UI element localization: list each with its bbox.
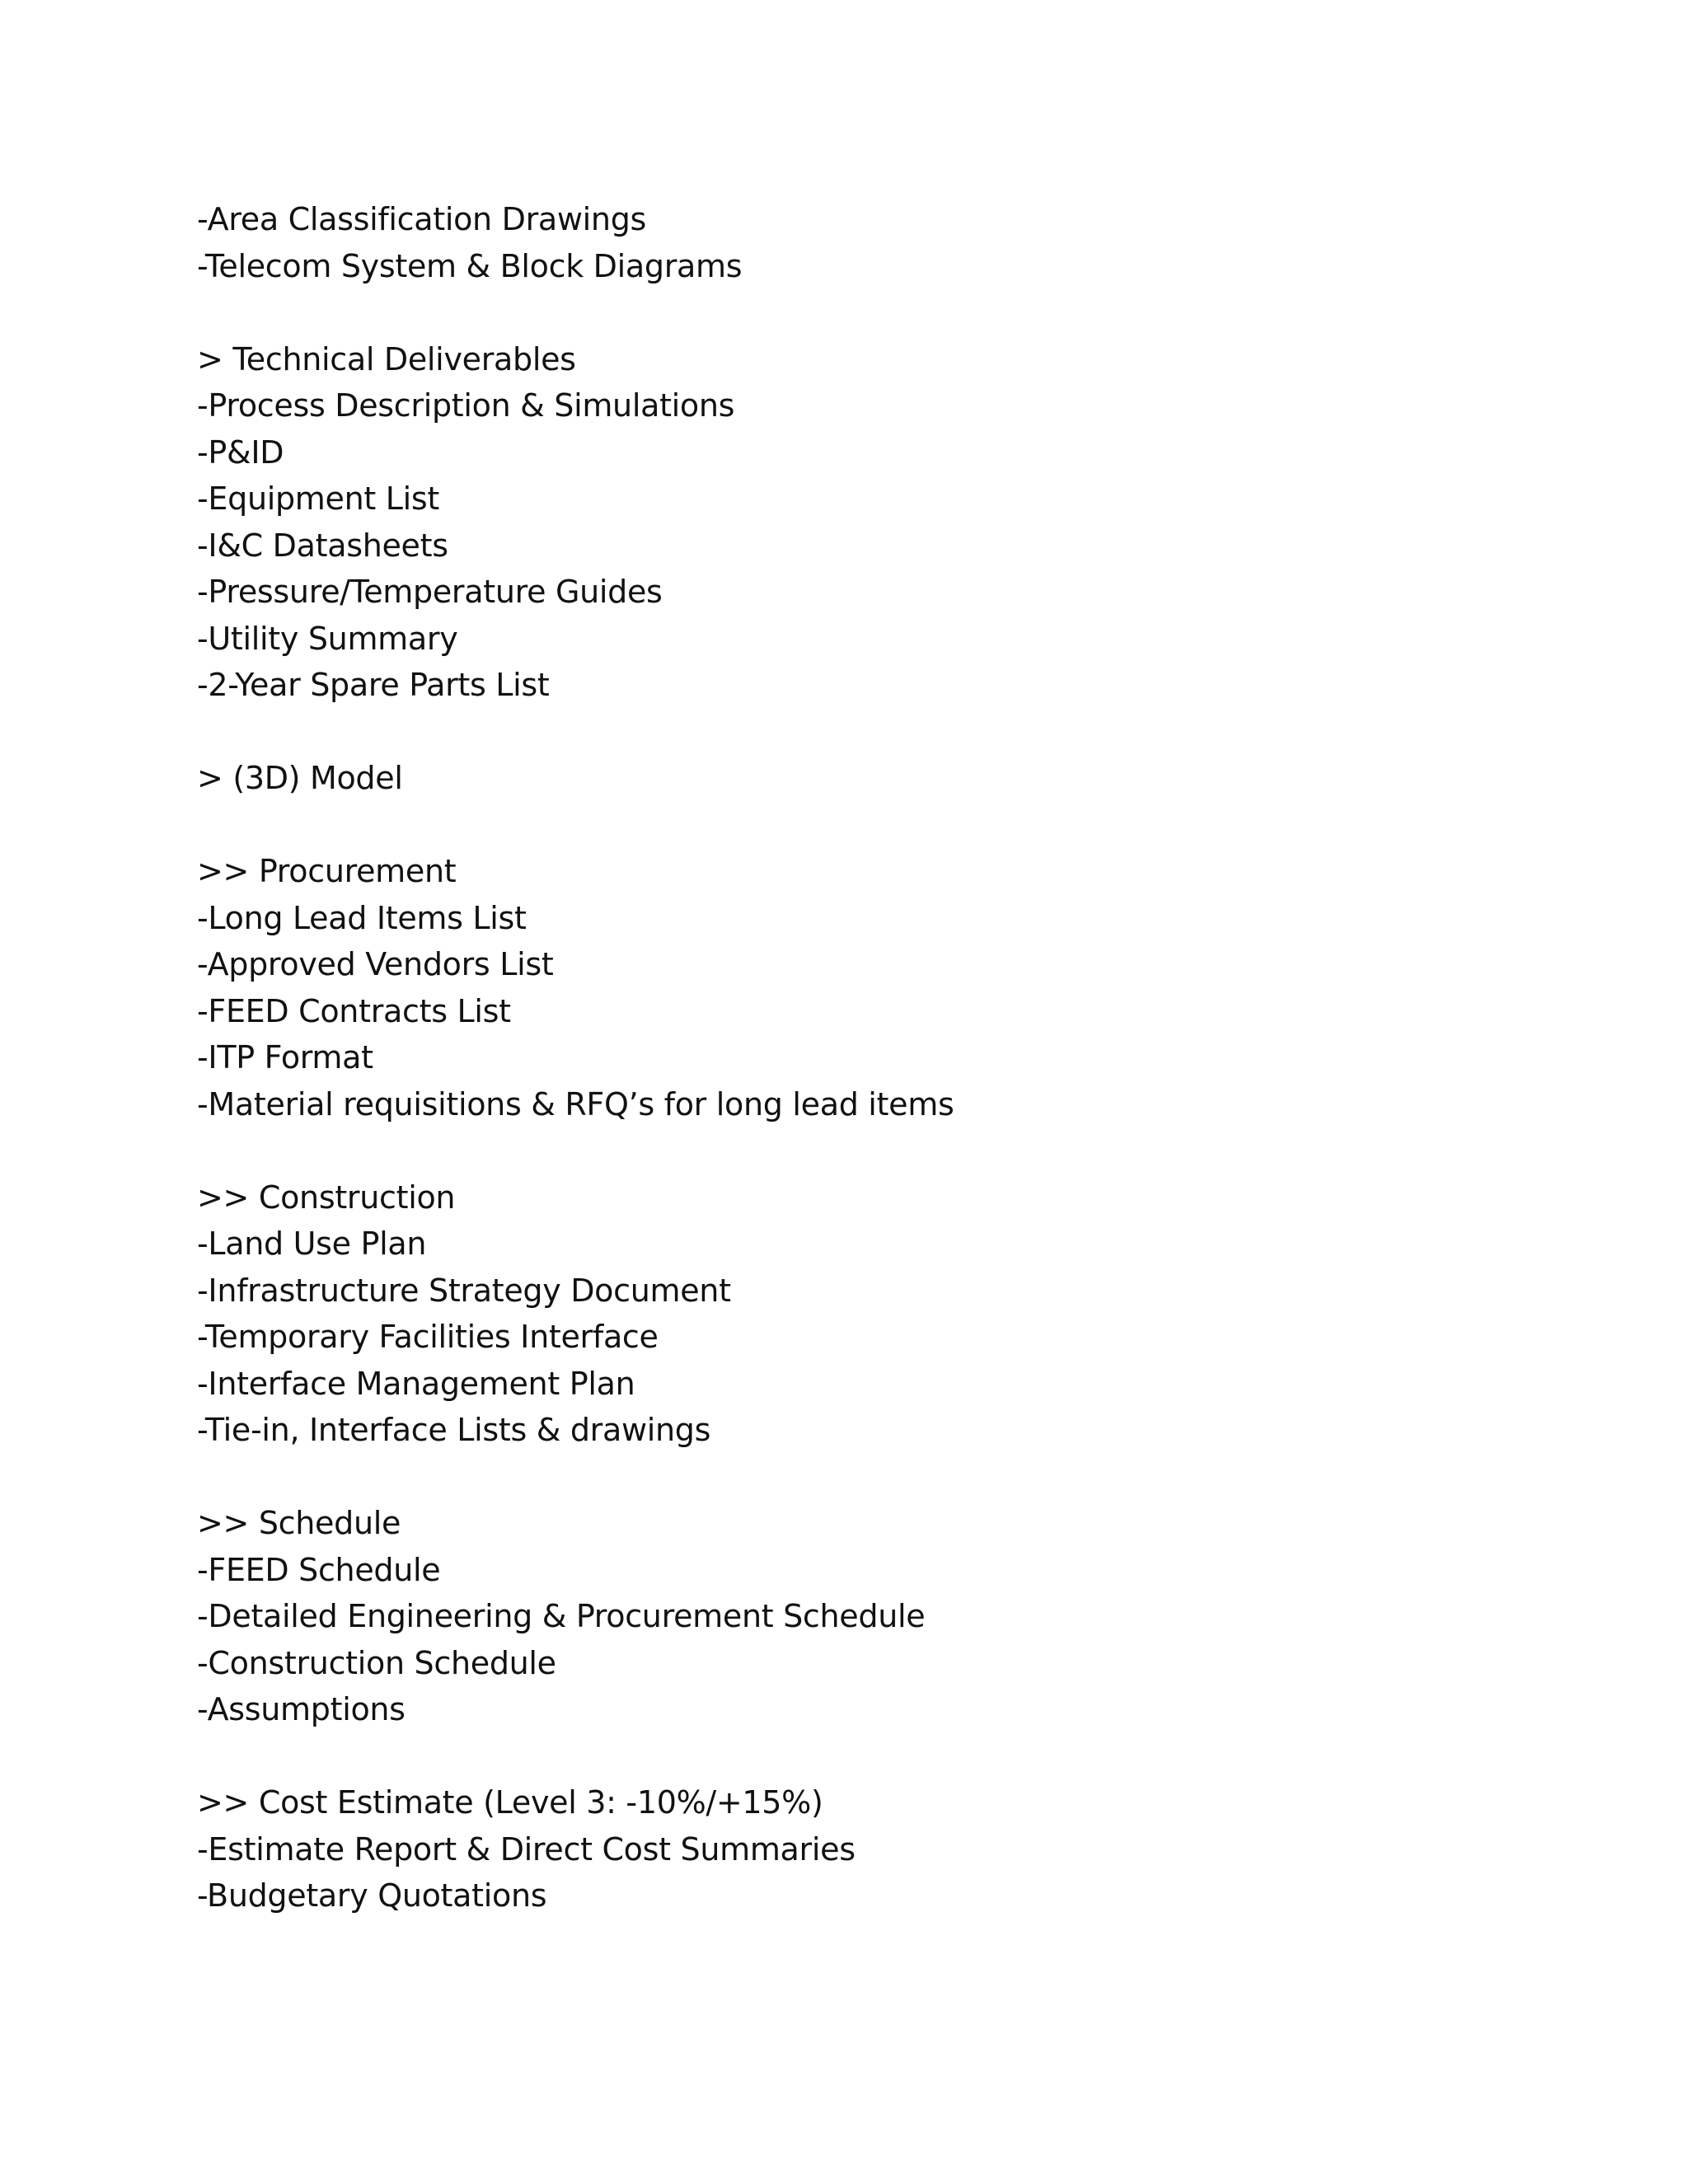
- list-item: -FEED Schedule: [197, 1551, 441, 1588]
- spacer: [197, 1454, 1516, 1501]
- section-3d-model: [197, 755, 1516, 802]
- list-item: -Land Use Plan: [197, 1226, 427, 1262]
- list-item: -Estimate Report & Direct Cost Summaries: [197, 1830, 856, 1868]
- list-item: -Pressure/Temperature Guides: [197, 574, 663, 610]
- spacer: [197, 1127, 1516, 1174]
- list-item: -Construction Schedule: [197, 1644, 556, 1681]
- list-item: -Infrastructure Strategy Document: [197, 1272, 731, 1309]
- section-heading: >> Schedule: [197, 1505, 401, 1541]
- spacer: [197, 1733, 1516, 1780]
- spacer: [197, 802, 1516, 849]
- list-item: -Assumptions: [197, 1691, 406, 1727]
- spacer: [197, 289, 1516, 336]
- list-item: -Material requisitions & RFQ’s for long lead items: [197, 1085, 954, 1122]
- list-item: -2-Year Spare Parts List: [197, 667, 550, 703]
- section-technical-deliverables: [197, 336, 1516, 709]
- document-body: [197, 196, 1516, 1919]
- section-heading: > Technical Deliverables: [197, 340, 576, 377]
- section-heading: > (3D) Model: [197, 760, 403, 796]
- list-item: -FEED Contracts List: [197, 992, 511, 1029]
- list-item: -Utility Summary: [197, 620, 458, 657]
- spacer: [197, 709, 1516, 756]
- section-schedule: [197, 1500, 1516, 1733]
- list-item: -Telecom System & Block Diagrams: [197, 247, 743, 284]
- list-item: -Budgetary Quotations: [197, 1877, 547, 1914]
- list-item: -Temporary Facilities Interface: [197, 1319, 659, 1355]
- list-item: -Interface Management Plan: [197, 1365, 635, 1402]
- list-item: -Tie-in, Interface Lists & drawings: [197, 1412, 711, 1448]
- list-item: -Approved Vendors List: [197, 946, 554, 982]
- list-item: -I&C Datasheets: [197, 527, 448, 564]
- list-item: -Detailed Engineering & Procurement Schedule: [197, 1598, 926, 1634]
- list-item: -Area Classification Drawings: [197, 201, 647, 237]
- list-item: -P&ID: [197, 434, 284, 471]
- section-construction: [197, 1174, 1516, 1454]
- section-heading: >> Construction: [197, 1179, 456, 1216]
- section-heading: >> Procurement: [197, 853, 457, 889]
- section-intro: [197, 196, 1516, 289]
- section-procurement: [197, 848, 1516, 1127]
- list-item: -Long Lead Items List: [197, 899, 527, 936]
- section-heading: >> Cost Estimate (Level 3: -10%/+15%): [197, 1784, 823, 1821]
- list-item: -Process Description & Simulations: [197, 387, 735, 424]
- list-item: -Equipment List: [197, 480, 439, 517]
- list-item: -ITP Format: [197, 1039, 373, 1076]
- section-cost-estimate: [197, 1779, 1516, 1919]
